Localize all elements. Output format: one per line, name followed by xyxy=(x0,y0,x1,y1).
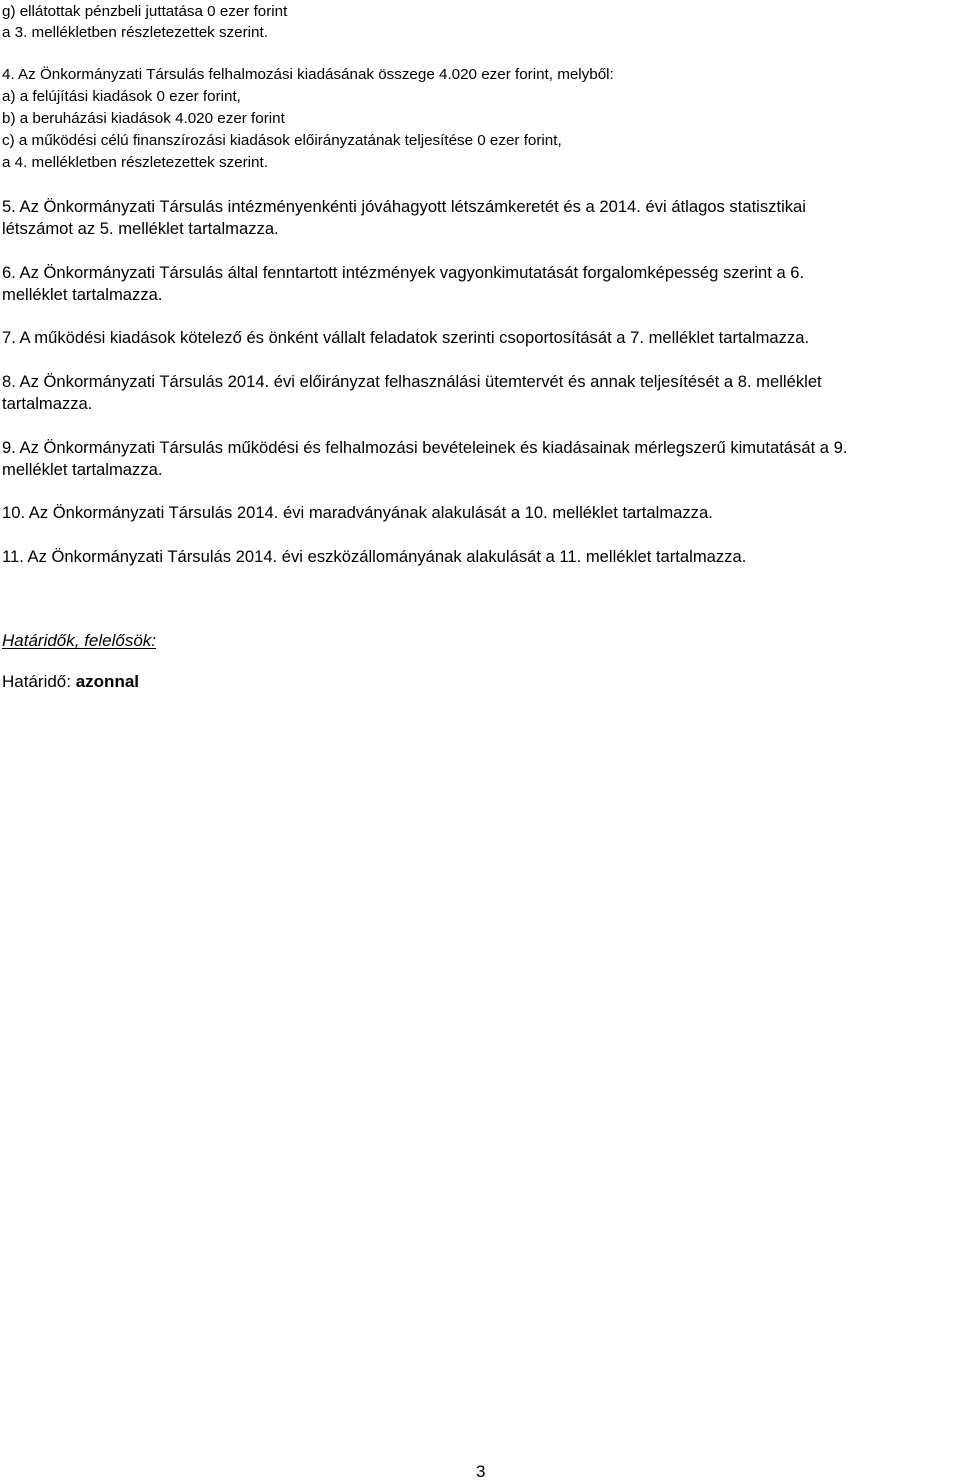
page-number: 3 xyxy=(476,1462,486,1481)
deadline-value: azonnal xyxy=(75,672,140,691)
section-9-line-2: melléklet tartalmazza. xyxy=(2,460,163,479)
section-6-line-1: 6. Az Önkormányzati Társulás által fenntartott intézmények vagyonkimutatását forgalomképesség szerint a 6. xyxy=(2,263,805,282)
section-4-line-2: a) a felújítási kiadások 0 ezer forint, xyxy=(2,88,241,105)
section-6-line-2: melléklet tartalmazza. xyxy=(2,285,163,304)
section-7-line-1: 7. A működési kiadások kötelező és önként vállalt feladatok szerinti csoportosítását a 7. melléklet tartalmazza. xyxy=(2,328,810,347)
section-10-line-1: 10. Az Önkormányzati Társulás 2014. évi maradványának alakulását a 10. melléklet tartalmazza. xyxy=(2,503,713,522)
section-4-line-1: 4. Az Önkormányzati Társulás felhalmozási kiadásának összege 4.020 ezer forint, melyből: xyxy=(2,66,614,83)
section-5-line-2: létszámot az 5. melléklet tartalmazza. xyxy=(2,219,279,238)
section-g-line-2: a 3. mellékletben részletezettek szerint. xyxy=(2,24,268,41)
deadline-label: Határidő: xyxy=(2,672,71,691)
section-8-line-1: 8. Az Önkormányzati Társulás 2014. évi előirányzat felhasználási ütemtervét és annak teljesítését a 8. melléklet xyxy=(2,372,822,391)
section-9-line-1: 9. Az Önkormányzati Társulás működési és felhalmozási bevételeinek és kiadásainak mérlegszerű kimutatását a 9. xyxy=(2,438,848,457)
section-8-line-2: tartalmazza. xyxy=(2,394,93,413)
deadline-line xyxy=(2,672,139,692)
section-4-line-5: a 4. mellékletben részletezettek szerint. xyxy=(2,154,268,171)
section-11-line-1: 11. Az Önkormányzati Társulás 2014. évi eszközállományának alakulását a 11. melléklet tartalmazza. xyxy=(2,547,747,566)
deadlines-heading: Határidők, felelősök: xyxy=(2,631,157,650)
section-5-line-1: 5. Az Önkormányzati Társulás intézményenkénti jóváhagyott létszámkeretét és a 2014. évi átlagos statisztikai xyxy=(2,197,806,216)
section-4-line-3: b) a beruházási kiadások 4.020 ezer forint xyxy=(2,110,285,127)
section-g-line-1: g) ellátottak pénzbeli juttatása 0 ezer forint xyxy=(2,3,288,20)
section-4-line-4: c) a működési célú finanszírozási kiadások előirányzatának teljesítése 0 ezer forint, xyxy=(2,132,562,149)
